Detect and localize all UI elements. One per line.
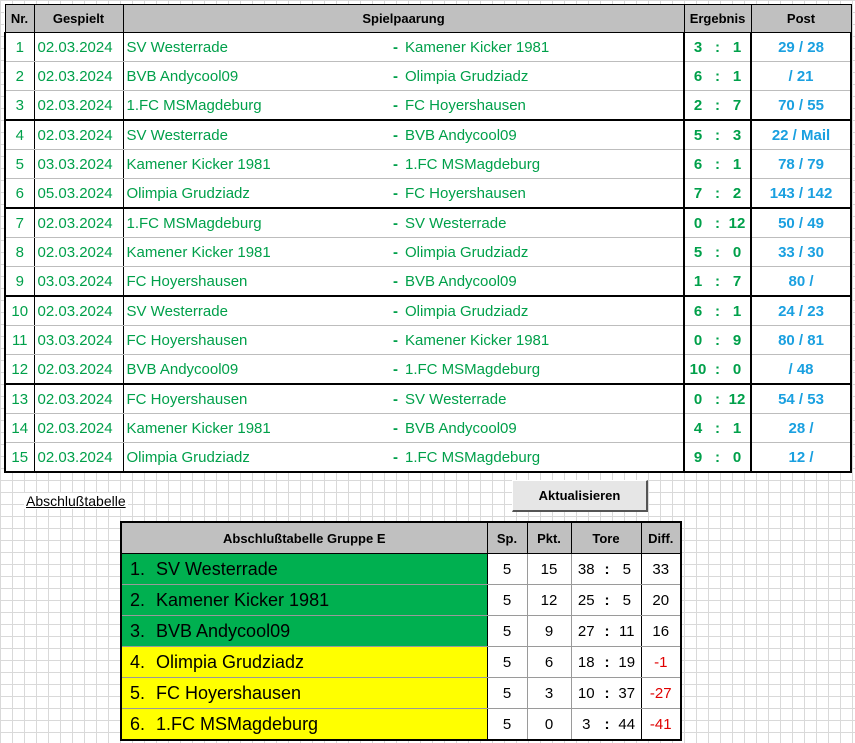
goals-for: 10 [571,678,601,709]
home-team: 1.FC MSMagdeburg [123,91,391,121]
goal-difference: -27 [641,678,681,709]
away-team: SV Westerrade [405,384,684,414]
away-goals: 1 [724,62,751,91]
match-nr: 7 [5,208,34,238]
away-team: FC Hoyershausen [405,179,684,209]
away-team: 1.FC MSMagdeburg [405,150,684,179]
away-goals: 0 [724,238,751,267]
post-count: 12 / [751,443,851,473]
away-goals: 1 [724,414,751,443]
vs-dash: - [391,296,405,326]
away-goals: 7 [724,91,751,121]
away-team: BVB Andycool09 [405,120,684,150]
match-nr: 6 [5,179,34,209]
standings-team-name: FC Hoyershausen [156,682,302,703]
match-row [5,208,851,238]
score-separator: : [711,414,724,443]
vs-dash: - [391,91,405,121]
standings-row [121,709,681,741]
goals-separator: : [601,647,613,678]
post-count: 80 / 81 [751,326,851,355]
vs-dash: - [391,120,405,150]
home-goals: 9 [684,443,711,473]
standings-header [121,522,681,554]
score-separator: : [711,384,724,414]
goals-against: 37 [613,678,641,709]
home-goals: 6 [684,296,711,326]
vs-dash: - [391,33,405,62]
home-team: 1.FC MSMagdeburg [123,208,391,238]
vs-dash: - [391,62,405,91]
standings-team-name: Olimpia Grudziadz [156,651,305,672]
post-count: 78 / 79 [751,150,851,179]
header-pairing: Spielpaarung [123,5,684,33]
match-row [5,91,851,121]
home-team: Kamener Kicker 1981 [123,150,391,179]
match-date: 03.03.2024 [34,267,123,297]
home-goals: 4 [684,414,711,443]
home-goals: 10 [684,355,711,385]
away-goals: 7 [724,267,751,297]
match-row [5,443,851,473]
match-table-body [5,33,851,473]
home-team: SV Westerrade [123,33,391,62]
away-goals: 1 [724,296,751,326]
score-separator: : [711,120,724,150]
games-played: 5 [487,554,527,585]
goals-separator: : [601,678,613,709]
vs-dash: - [391,443,405,473]
score-separator: : [711,238,724,267]
match-nr: 3 [5,91,34,121]
standings-team-cell [121,585,487,616]
home-team: BVB Andycool09 [123,355,391,385]
match-nr: 9 [5,267,34,297]
points: 12 [527,585,571,616]
away-team: BVB Andycool09 [405,267,684,297]
standings-body [121,554,681,741]
standings-row [121,554,681,585]
post-count: 50 / 49 [751,208,851,238]
score-separator: : [711,443,724,473]
home-team: SV Westerrade [123,296,391,326]
header-tore: Tore [571,522,641,554]
match-nr: 13 [5,384,34,414]
standings-team-cell [121,616,487,647]
match-row [5,355,851,385]
home-team: SV Westerrade [123,120,391,150]
goals-against: 44 [613,709,641,741]
header-sp: Sp. [487,522,527,554]
match-date: 02.03.2024 [34,384,123,414]
standings-team-name: Kamener Kicker 1981 [156,589,330,610]
match-row [5,62,851,91]
games-played: 5 [487,678,527,709]
away-team: BVB Andycool09 [405,414,684,443]
away-goals: 0 [724,443,751,473]
match-row [5,179,851,209]
vs-dash: - [391,238,405,267]
standings-position: 3. [130,620,146,641]
home-goals: 5 [684,238,711,267]
goal-difference: 20 [641,585,681,616]
points: 0 [527,709,571,741]
goals-for: 25 [571,585,601,616]
post-count: 70 / 55 [751,91,851,121]
standings-position: 4. [130,651,146,672]
goals-for: 3 [571,709,601,741]
standings-team-cell [121,647,487,678]
away-team: SV Westerrade [405,208,684,238]
home-goals: 7 [684,179,711,209]
home-team: Kamener Kicker 1981 [123,238,391,267]
match-date: 03.03.2024 [34,150,123,179]
away-goals: 9 [724,326,751,355]
vs-dash: - [391,355,405,385]
away-team: 1.FC MSMagdeburg [405,443,684,473]
score-separator: : [711,91,724,121]
away-goals: 1 [724,33,751,62]
match-row [5,414,851,443]
vs-dash: - [391,326,405,355]
match-nr: 10 [5,296,34,326]
vs-dash: - [391,267,405,297]
goals-against: 5 [613,554,641,585]
match-date: 02.03.2024 [34,443,123,473]
header-nr: Nr. [5,5,34,33]
header-diff: Diff. [641,522,681,554]
points: 15 [527,554,571,585]
standings-row [121,585,681,616]
goal-difference: 33 [641,554,681,585]
score-separator: : [711,208,724,238]
away-goals: 0 [724,355,751,385]
goals-separator: : [601,709,613,741]
points: 6 [527,647,571,678]
home-goals: 6 [684,62,711,91]
match-nr: 8 [5,238,34,267]
match-date: 02.03.2024 [34,120,123,150]
goals-for: 38 [571,554,601,585]
abschlusstabelle-link[interactable]: Abschlußtabelle [26,493,126,509]
goals-against: 5 [613,585,641,616]
score-separator: : [711,150,724,179]
games-played: 5 [487,647,527,678]
match-nr: 1 [5,33,34,62]
home-goals: 0 [684,384,711,414]
match-date: 02.03.2024 [34,414,123,443]
vs-dash: - [391,179,405,209]
away-goals: 3 [724,120,751,150]
goals-for: 27 [571,616,601,647]
match-date: 03.03.2024 [34,326,123,355]
score-separator: : [711,296,724,326]
post-count: 28 / [751,414,851,443]
score-separator: : [711,326,724,355]
match-date: 02.03.2024 [34,208,123,238]
post-count: / 21 [751,62,851,91]
standings-table [120,521,682,741]
match-schedule-table [4,4,852,473]
away-team: Olimpia Grudziadz [405,238,684,267]
goal-difference: 16 [641,616,681,647]
score-separator: : [711,355,724,385]
goal-difference: -41 [641,709,681,741]
standings-title: Abschlußtabelle Gruppe E [121,522,487,554]
standings-team-name: SV Westerrade [156,558,278,579]
standings-team-cell [121,554,487,585]
away-team: Olimpia Grudziadz [405,296,684,326]
home-team: BVB Andycool09 [123,62,391,91]
header-result: Ergebnis [684,5,751,33]
away-team: Kamener Kicker 1981 [405,326,684,355]
goals-against: 11 [613,616,641,647]
match-date: 02.03.2024 [34,355,123,385]
home-team: FC Hoyershausen [123,384,391,414]
home-team: FC Hoyershausen [123,326,391,355]
home-goals: 0 [684,208,711,238]
match-nr: 4 [5,120,34,150]
home-team: Kamener Kicker 1981 [123,414,391,443]
away-team: Olimpia Grudziadz [405,62,684,91]
home-goals: 2 [684,91,711,121]
score-separator: : [711,179,724,209]
standings-row [121,616,681,647]
home-goals: 5 [684,120,711,150]
match-row [5,267,851,297]
games-played: 5 [487,616,527,647]
standings-team-cell [121,709,487,741]
header-date: Gespielt [34,5,123,33]
post-count: 22 / Mail [751,120,851,150]
match-nr: 2 [5,62,34,91]
post-count: 54 / 53 [751,384,851,414]
match-date: 02.03.2024 [34,296,123,326]
standings-row [121,647,681,678]
home-team: FC Hoyershausen [123,267,391,297]
vs-dash: - [391,150,405,179]
match-row [5,326,851,355]
score-separator: : [711,33,724,62]
points: 3 [527,678,571,709]
home-team: Olimpia Grudziadz [123,179,391,209]
match-nr: 15 [5,443,34,473]
match-date: 02.03.2024 [34,238,123,267]
away-goals: 12 [724,384,751,414]
standings-row [121,678,681,709]
refresh-button[interactable]: Aktualisieren [512,480,648,512]
vs-dash: - [391,414,405,443]
standings-team-cell [121,678,487,709]
standings-team-name: BVB Andycool09 [156,620,291,641]
post-count: 143 / 142 [751,179,851,209]
away-goals: 12 [724,208,751,238]
match-date: 02.03.2024 [34,62,123,91]
match-nr: 12 [5,355,34,385]
points: 9 [527,616,571,647]
match-date: 02.03.2024 [34,33,123,62]
goals-for: 18 [571,647,601,678]
standings-team-name: 1.FC MSMagdeburg [156,713,319,734]
goals-separator: : [601,554,613,585]
standings-position: 2. [130,589,146,610]
match-date: 05.03.2024 [34,179,123,209]
score-separator: : [711,62,724,91]
score-separator: : [711,267,724,297]
goals-separator: : [601,585,613,616]
post-count: / 48 [751,355,851,385]
match-nr: 5 [5,150,34,179]
header-pkt: Pkt. [527,522,571,554]
match-row [5,296,851,326]
match-table-header [5,5,851,33]
away-team: 1.FC MSMagdeburg [405,355,684,385]
home-team: Olimpia Grudziadz [123,443,391,473]
away-goals: 1 [724,150,751,179]
goals-against: 19 [613,647,641,678]
post-count: 29 / 28 [751,33,851,62]
games-played: 5 [487,709,527,741]
post-count: 80 / [751,267,851,297]
match-row [5,384,851,414]
home-goals: 1 [684,267,711,297]
match-row [5,120,851,150]
away-team: FC Hoyershausen [405,91,684,121]
match-row [5,150,851,179]
match-nr: 14 [5,414,34,443]
match-nr: 11 [5,326,34,355]
post-count: 24 / 23 [751,296,851,326]
match-row [5,33,851,62]
home-goals: 6 [684,150,711,179]
standings-position: 5. [130,682,146,703]
vs-dash: - [391,384,405,414]
standings-position: 6. [130,713,146,734]
goals-separator: : [601,616,613,647]
match-date: 02.03.2024 [34,91,123,121]
away-team: Kamener Kicker 1981 [405,33,684,62]
away-goals: 2 [724,179,751,209]
home-goals: 0 [684,326,711,355]
post-count: 33 / 30 [751,238,851,267]
home-goals: 3 [684,33,711,62]
standings-position: 1. [130,558,146,579]
match-row [5,238,851,267]
games-played: 5 [487,585,527,616]
vs-dash: - [391,208,405,238]
header-post: Post [751,5,851,33]
goal-difference: -1 [641,647,681,678]
